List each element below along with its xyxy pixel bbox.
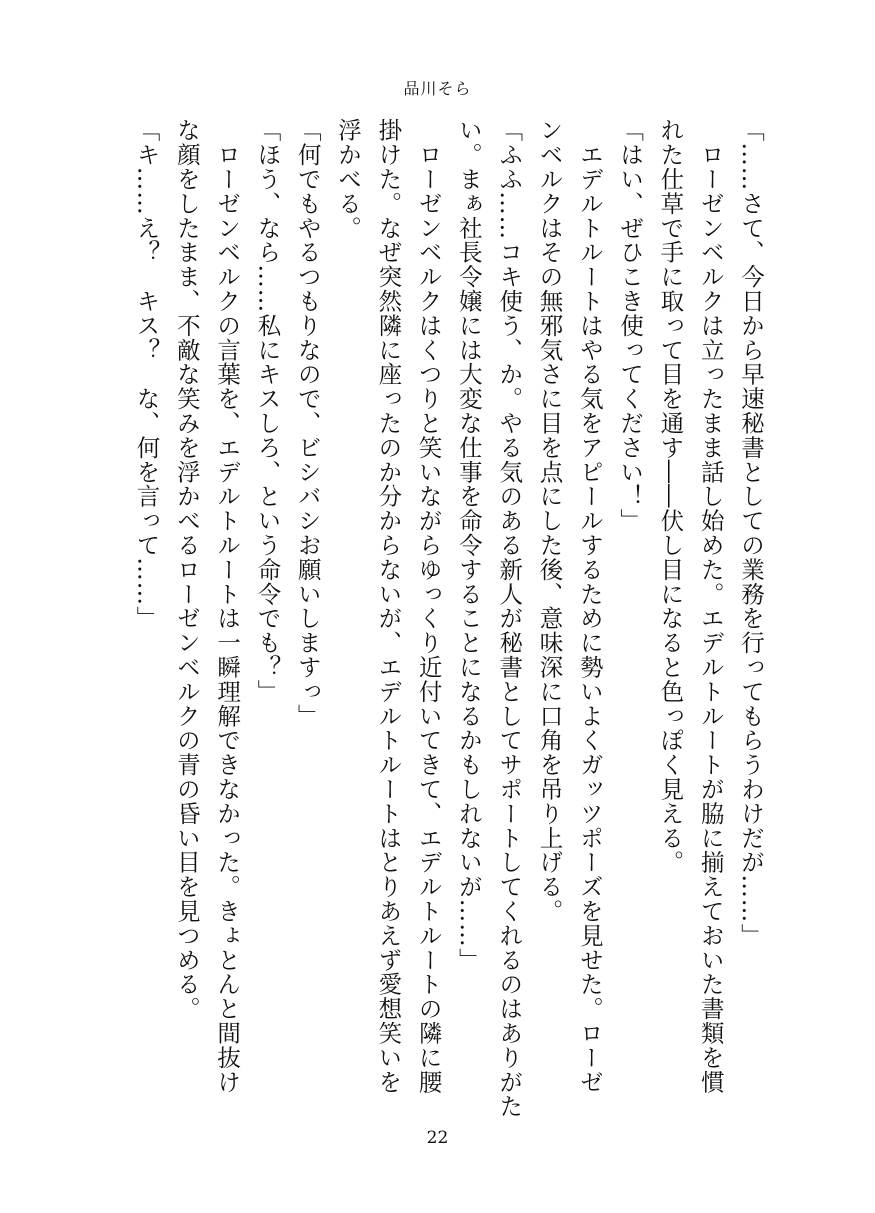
text-line-11: 浮かべる。 bbox=[334, 118, 363, 240]
text-line-5: エデルトルートはやる気をアピールするために勢いよくガッツポーズを見せた。ローゼ bbox=[575, 118, 604, 1094]
text-line-13: 「ほう、なら……私にキスしろ、という命令でも？」 bbox=[253, 118, 282, 704]
text-line-1: 「……さて、今日から早速秘書としての業務を行ってもらうわけだが……」 bbox=[737, 118, 765, 948]
page-number: 22 bbox=[426, 1128, 449, 1148]
running-header-author: 品川そら bbox=[403, 79, 472, 98]
text-line-3: れた仕草で手に取って目を通す――伏し目になると色っぽく見える。 bbox=[656, 118, 685, 875]
text-line-10: 掛けた。なぜ突然隣に座ったのか分からないが、エデルトルートはとりあえず愛想笑いを bbox=[374, 118, 403, 1094]
text-line-16: 「キ……え？ キス？ な、何を言って……」 bbox=[132, 118, 161, 631]
text-line-4: 「はい、ぜひこき使ってください！」 bbox=[616, 118, 645, 533]
text-line-12: 「何でもやるつもりなので、ビシバシお願いしますっ」 bbox=[293, 118, 322, 728]
text-line-14: ローゼンベルクの言葉を、エデルトルートは一瞬理解できなかった。きょとんと間抜け bbox=[213, 118, 242, 1094]
text-line-6: ンベルクはその無邪気さに目を点にした後、意味深に口角を吊り上げる。 bbox=[535, 118, 564, 924]
text-line-7: 「ふふ……コキ使う、か。やる気のある新人が秘書としてサポートしてくれるのはありがた bbox=[495, 118, 524, 1119]
text-line-2: ローゼンベルクは立ったまま話し始めた。エデルトルートが脇に揃えておいた書類を慣 bbox=[696, 118, 725, 1094]
text-line-15: な顔をしたまま、不敵な笑みを浮かべるローゼンベルクの青の昏い目を見つめる。 bbox=[172, 118, 201, 1021]
text-line-8: い。まぁ社長令嬢には大変な仕事を命令することになるかもしれないが……」 bbox=[454, 118, 483, 972]
text-line-9: ローゼンベルクはくつりと笑いながらゆっくり近付いてきて、エデルトルートの隣に腰 bbox=[414, 118, 443, 1094]
vertical-body-text bbox=[126, 118, 771, 1118]
